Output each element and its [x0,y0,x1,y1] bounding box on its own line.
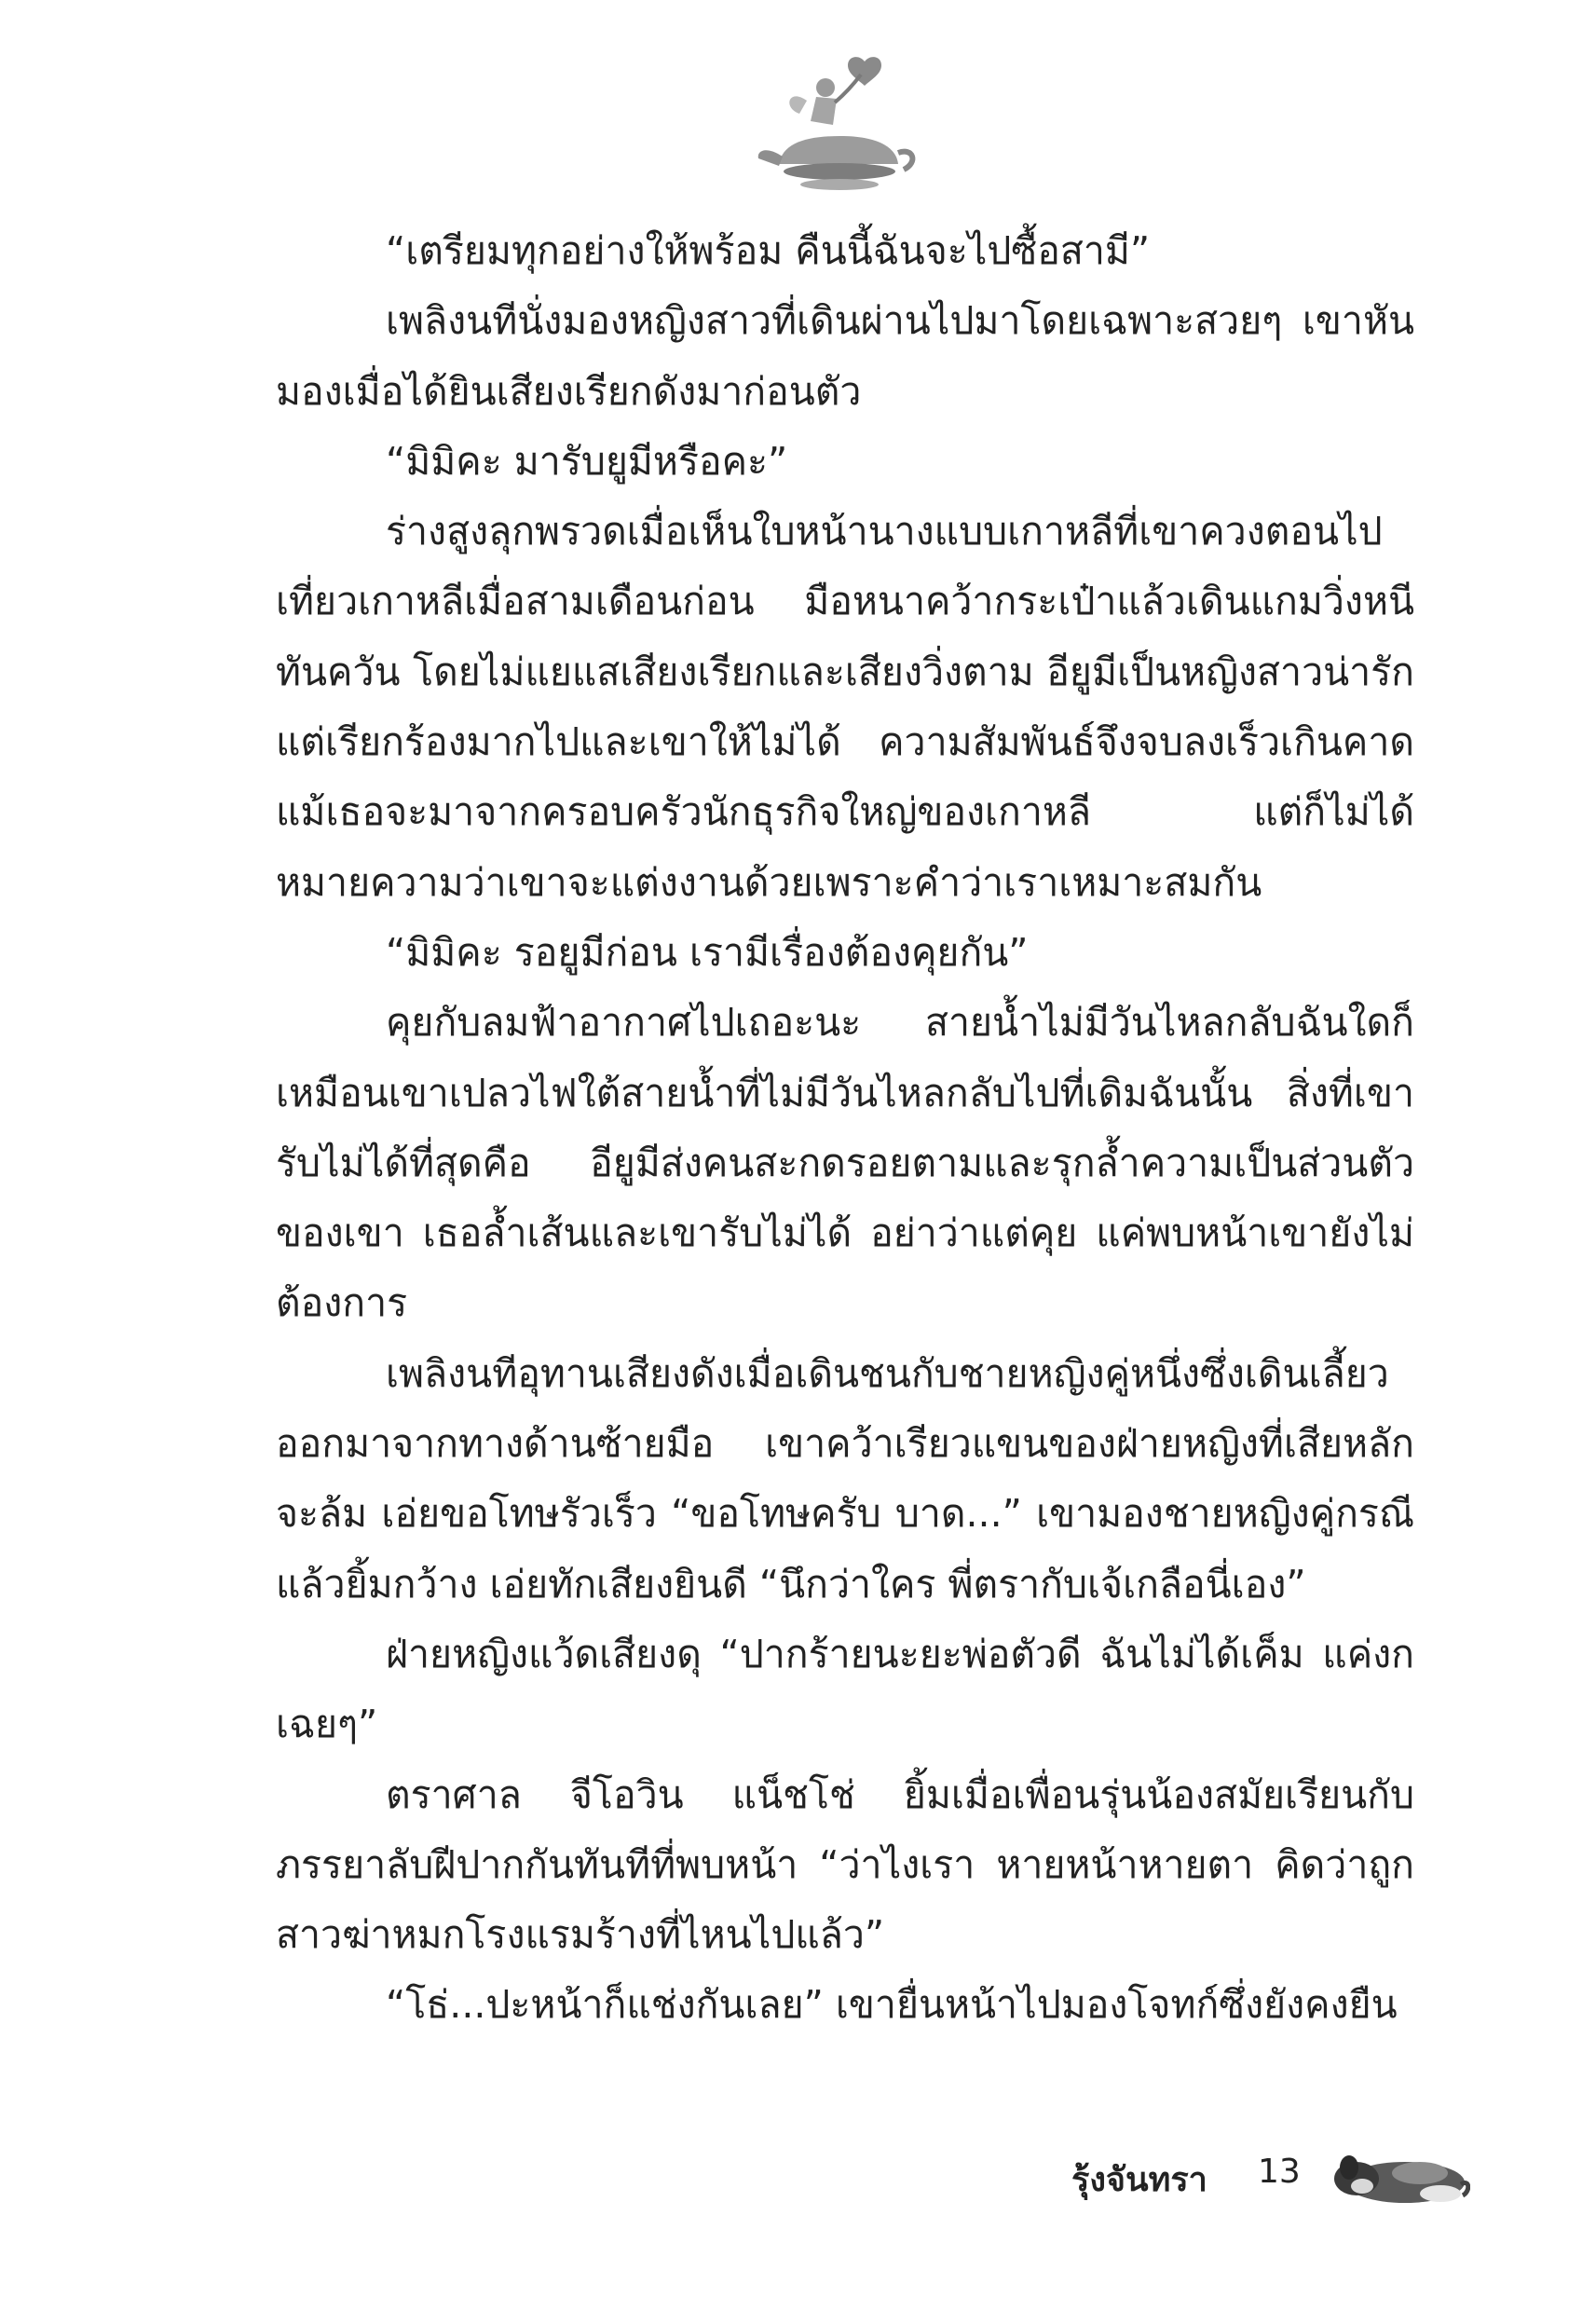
paragraph: “มิมิคะ มารับยูมีหรือคะ” [386,438,788,484]
paragraph: เพลิงนทีอุทานเสียงดังเมื่อเดินชนกับชายหญิงคู่หนึ่งซึ่งเดินเลี้ยวออกมาจากทางด้านซ้ายมือ เขาคว้าเรียวแขนของฝ่ายหญิงที่เสียหลักจะล้ม เอ่ยขอโทษรัวเร็ว “ขอโทษครับ บาด...” เขามองชายหญิงคู่กรณีแล้วยิ้มกว้าง เอ่ยทักเสียงยินดี “นึกว่าใคร พี่ตรากับเจ้เกลือนี่เอง” [276,1350,1414,1607]
paragraph: ฝ่ายหญิงแว้ดเสียงดุ “ปากร้ายนะยะพ่อตัวดี ฉันไม่ได้เค็ม แค่งกเฉยๆ” [276,1631,1414,1747]
paragraph: เพลิงนทีนั่งมองหญิงสาวที่เดินผ่านไปมาโดยเฉพาะสวยๆ เขาหันมองเมื่อได้ยินเสียงเรียกดังมาก่อนตัว [276,298,1414,414]
paragraph: ร่างสูงลุกพรวดเมื่อเห็นใบหน้านางแบบเกาหลีที่เขาควงตอนไปเที่ยวเกาหลีเมื่อสามเดือนก่อน มือหนาคว้ากระเป๋าแล้วเดินแกมวิ่งหนีทันควัน โดยไม่แยแสเสียงเรียกและเสียงวิ่งตาม อียูมีเป็นหญิงสาวน่ารักแต่เรียกร้องมากไปและเขาให้ไม่ได้ ความสัมพันธ์จึงจบลงเร็วเกินคาด แม้เธอจะมาจากครอบครัวนักธุรกิจใหญ่ของเกาหลี แต่ก็ไม่ได้หมายความว่าเขาจะแต่งงานด้วยเพราะคำว่าเราเหมาะสมกัน [276,509,1414,905]
paragraph: “มิมิคะ รอยูมีก่อน เรามีเรื่องต้องคุยกัน” [386,929,1029,975]
paragraph: “โธ่...ปะหน้าก็แช่งกันเลย” เขายื่นหน้าไปมองโจทก์ซึ่งยังคงยืน [386,1982,1398,2028]
paragraph: “เตรียมทุกอย่างให้พร้อม คืนนี้ฉันจะไปซื้อสามี” [386,228,1151,273]
footer-book-title: รุ้งจันทรา [1071,2161,1207,2199]
paragraph: ตราศาล จีโอวิน แน็ชโช่ ยิ้มเมื่อเพื่อนรุ่นน้องสมัยเรียนกับภรรยาลับฝีปากกันทันทีที่พบหน้า “ว่าไงเรา หายหน้าหายตา คิดว่าถูกสาวฆ่าหมกโรงแรมร้างที่ไหนไปแล้ว” [276,1771,1414,1958]
page-number: 13 [1258,2153,1301,2191]
sleeping-dog-icon [1330,2145,1470,2207]
cupid-teapot-icon [751,54,928,198]
paragraph: คุยกับลมฟ้าอากาศไปเถอะนะ สายน้ำไม่มีวันไหลกลับฉันใดก็เหมือนเขาเปลวไฟใต้สายน้ำที่ไม่มีวันไหลกลับไปที่เดิมฉันนั้น สิ่งที่เขารับไม่ได้ที่สุดคือ อียูมีส่งคนสะกดรอยตามและรุกล้ำความเป็นส่วนตัวของเขา เธอล้ำเส้นและเขารับไม่ได้ อย่าว่าแต่คุย แค่พบหน้าเขายังไม่ต้องการ [276,1000,1414,1326]
body-text [276,216,1414,2041]
page-footer [1071,2145,1472,2210]
